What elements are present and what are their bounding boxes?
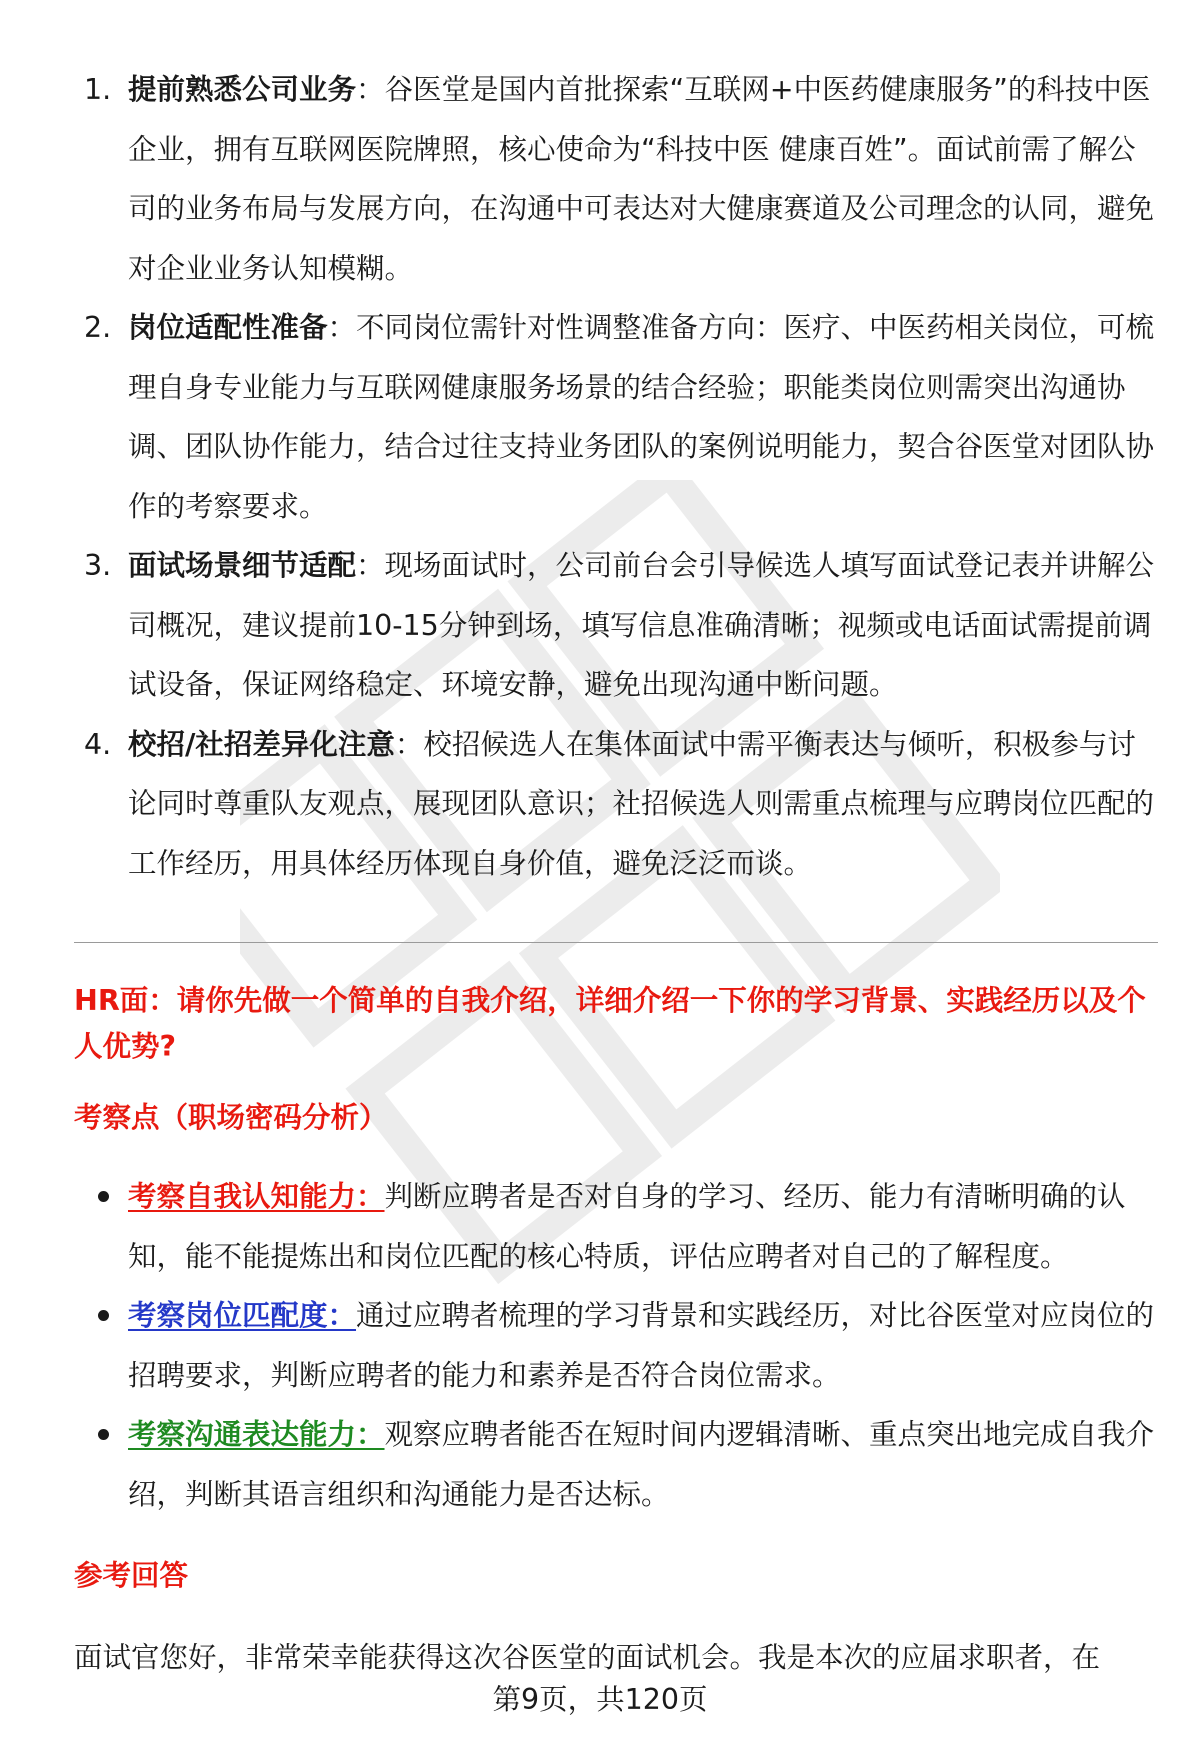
tip-item — [0, 298, 1200, 536]
tip-text: ：校招候选人在集体面试中需平衡表达与倾听，积极参与讨论同时尊重队友观点，展现团队意识；社招候选人则需重点梳理与应聘岗位匹配的工作经历，用具体经历体现自身价值，避免泛泛而谈。 — [128, 727, 1155, 880]
page-footer: 第9页，共120页 — [492, 1683, 708, 1716]
section-divider — [74, 942, 1158, 943]
tip-number: 4. — [84, 727, 112, 761]
evaluation-point-label: 考察沟通表达能力： — [128, 1418, 385, 1451]
evaluation-points-list — [0, 1167, 1200, 1524]
tip-text: ：不同岗位需针对性调整准备方向：医疗、中医药相关岗位，可梳理自身专业能力与互联网健康服务场景的结合经验；职能类岗位则需突出沟通协调、团队协作能力，结合过往支持业务团队的案例说明能力，契合谷医堂对团队协作的考察要求。 — [128, 311, 1155, 523]
tip-number: 2. — [84, 311, 112, 344]
bullet-icon — [98, 1191, 109, 1202]
tip-term: 提前熟悉公司业务 — [128, 73, 357, 106]
analysis-heading: 考察点（职场密码分析） — [74, 1101, 388, 1134]
answer-heading: 参考回答 — [74, 1559, 189, 1592]
tip-term: 岗位适配性准备 — [128, 311, 328, 344]
tip-item — [0, 536, 1200, 715]
evaluation-point — [0, 1405, 1200, 1524]
evaluation-point — [0, 1286, 1200, 1405]
tip-item — [0, 60, 1200, 298]
tip-text: ：谷医堂是国内首批探索“互联网+中医药健康服务”的科技中医企业，拥有互联网医院牌照，核心使命为“科技中医 健康百姓”。面试前需了解公司的业务布局与发展方向，在沟通中可表达对大健康赛道及公司理念的认同，避免对企业业务认知模糊。 — [128, 73, 1155, 285]
tips-list — [0, 60, 1200, 893]
tip-item — [0, 715, 1200, 894]
answer-text: 面试官您好，非常荣幸能获得这次谷医堂的面试机会。我是本次的应届求职者，在 — [74, 1641, 1101, 1674]
tip-number: 1. — [84, 73, 112, 106]
evaluation-point-text: 通过应聘者梳理的学习背景和实践经历，对比谷医堂对应岗位的招聘要求，判断应聘者的能力和素养是否符合岗位需求。 — [128, 1299, 1155, 1392]
evaluation-point-text: 观察应聘者能否在短时间内逻辑清晰、重点突出地完成自我介绍，判断其语言组织和沟通能力是否达标。 — [128, 1418, 1155, 1511]
tip-term: 校招/社招差异化注意 — [128, 727, 395, 761]
evaluation-point — [0, 1167, 1200, 1286]
bullet-icon — [98, 1310, 109, 1321]
tip-text: ：现场面试时，公司前台会引导候选人填写面试登记表并讲解公司概况，建议提前10-15分钟到场，填写信息准确清晰；视频或电话面试需提前调试设备，保证网络稳定、环境安静，避免出现沟通中断问题。 — [128, 549, 1155, 701]
evaluation-point-label: 考察岗位匹配度： — [128, 1299, 357, 1332]
tip-term: 面试场景细节适配 — [128, 549, 357, 582]
evaluation-point-text: 判断应聘者是否对自身的学习、经历、能力有清晰明确的认知，能不能提炼出和岗位匹配的核心特质，评估应聘者对自己的了解程度。 — [128, 1180, 1126, 1273]
tip-number: 3. — [84, 549, 112, 582]
evaluation-point-label: 考察自我认知能力： — [128, 1180, 385, 1213]
interview-question: HR面：请你先做一个简单的自我介绍，详细介绍一下你的学习背景、实践经历以及个人优势? — [74, 984, 1146, 1063]
bullet-icon — [98, 1429, 109, 1440]
